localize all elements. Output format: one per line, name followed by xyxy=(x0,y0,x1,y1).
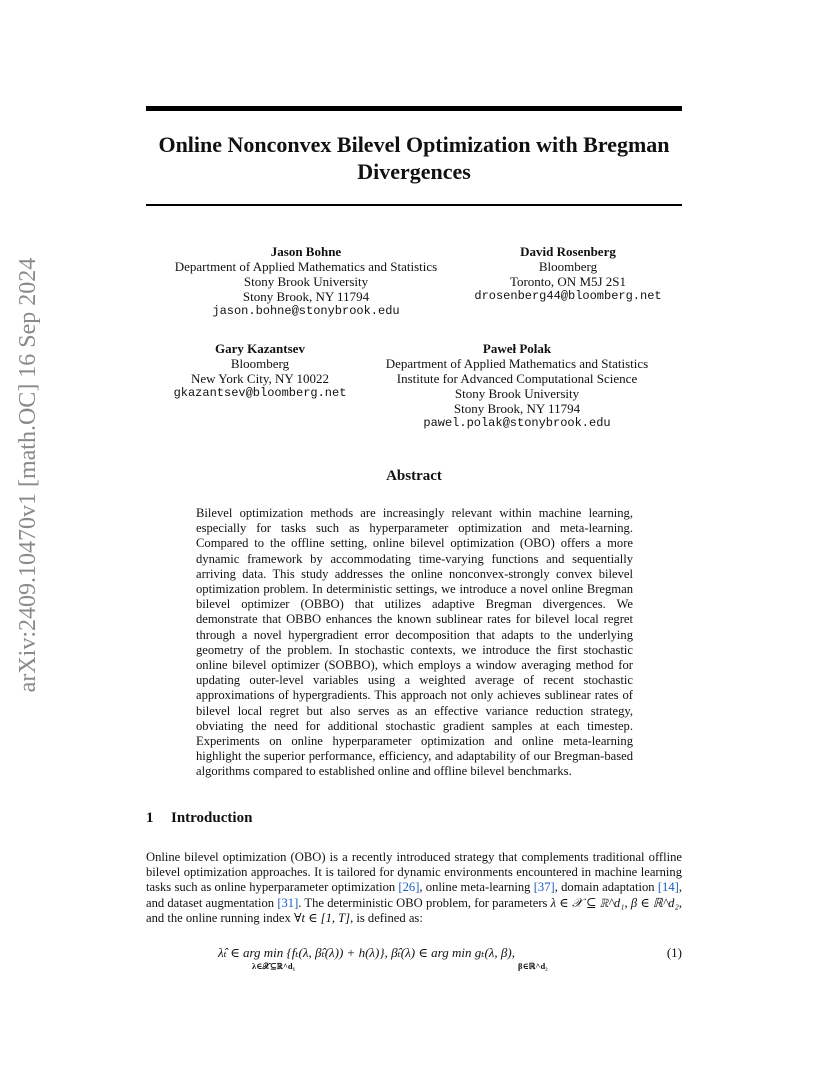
author-email: gkazantsev@bloomberg.net xyxy=(173,386,347,400)
inline-math: ∀t ∈ [1, T] xyxy=(293,910,351,925)
intro-text: , is defined as: xyxy=(350,910,423,925)
intro-text: , domain adaptation xyxy=(554,880,658,895)
title-line-2: Divergences xyxy=(357,159,471,184)
author-address: Toronto, ON M5J 2S1 xyxy=(509,274,627,289)
abstract-text: Bilevel optimization methods are increasingly relevant within machine learning, especially for tasks such as hyperparameter optimization and meta-learning. Compared to the offline setting, online bilevel optimization (OBO) offers a more dynamic framework by accommodating time-varying functions and sequentially arriving data. This study addresses the online nonconvex-strongly convex bilevel optimization problem. In deterministic settings, we introduce a novel online Bregman bilevel optimizer (OBBO) that utilizes adaptive Bregman divergences. We demonstrate that OBBO enhances the known sublinear rates for bilevel local regret through a novel hypergradient error decomposition that adapts to the underlying geometry of the problem. In stochastic contexts, we introduce the first stochastic online bilevel optimizer (SOBBO), which employs a window averaging method for updating outer-level variables using a weighted average of recent stochastic approximations of hypergradients. This approach not only achieves sublinear rates of bilevel local regret but also serves as an effective variance reduction strategy, obviating the need for additional stochastic gradient samples at each timestep. Experiments on online hyperparameter optimization and online meta-learning highlight the superior performance, efficiency, and adaptability of our Bregman-based algorithms compared to established online and offline bilevel benchmarks. xyxy=(196,506,633,779)
author-block-3 xyxy=(160,341,360,401)
author-address: Stony Brook, NY 11794 xyxy=(242,289,370,304)
author-block-2 xyxy=(458,244,678,304)
title-line-1: Online Nonconvex Bilevel Optimization with Bregman xyxy=(158,132,670,157)
abstract-heading: Abstract xyxy=(386,468,442,484)
intro-paragraph xyxy=(146,850,682,926)
author-address: Stony Brook, NY 11794 xyxy=(453,401,581,416)
author-affiliation: Institute for Advanced Computational Science xyxy=(396,371,638,386)
arxiv-identifier: arXiv:2409.10470v1 [math.OC] 16 Sep 2024 xyxy=(15,257,41,693)
author-email: jason.bohne@stonybrook.edu xyxy=(212,304,400,318)
citation-link[interactable]: [26] xyxy=(398,880,420,895)
author-affiliation: Bloomberg xyxy=(538,259,598,274)
author-name: Paweł Polak xyxy=(482,341,552,356)
citation-link[interactable]: [37] xyxy=(533,880,555,895)
author-affiliation: Stony Brook University xyxy=(243,274,369,289)
intro-text: , and the online running index xyxy=(146,895,683,925)
author-name: Jason Bohne xyxy=(270,244,342,259)
author-block-4 xyxy=(362,341,672,431)
author-email: pawel.polak@stonybrook.edu xyxy=(423,416,611,430)
citation-link[interactable]: [31] xyxy=(277,895,299,910)
equation-subscript: λ∈𝒳⊆ℝ^d₁ xyxy=(252,961,296,971)
equation-subscript: β∈ℝ^d₂ xyxy=(518,961,548,971)
citation-link[interactable]: [14] xyxy=(657,880,679,895)
author-name: David Rosenberg xyxy=(520,244,616,259)
inline-math: λ ∈ 𝒳 ⊆ ℝ^d₁, β ∈ ℝ^d₂ xyxy=(550,895,679,910)
intro-text: . The deterministic OBO problem, for parameters xyxy=(298,895,551,910)
section-number: 1 xyxy=(146,810,154,826)
author-block-1 xyxy=(150,244,462,319)
author-affiliation: Stony Brook University xyxy=(454,386,580,401)
section-title: Introduction xyxy=(171,810,253,826)
paper-title xyxy=(120,131,708,185)
equation-number: (1) xyxy=(666,945,682,960)
author-address: New York City, NY 10022 xyxy=(190,371,330,386)
section-heading xyxy=(146,810,252,827)
author-affiliation: Department of Applied Mathematics and Statistics xyxy=(385,356,649,371)
author-affiliation: Department of Applied Mathematics and Statistics xyxy=(174,259,438,274)
top-rule xyxy=(146,106,682,111)
intro-text: Online bilevel optimization (OBO) is a recently introduced strategy that complements traditional offline bilevel optimization approaches. It is tailored for dynamic environments encountered in machine learning tasks such as online hyperparameter optimization xyxy=(146,850,682,895)
equation-1 xyxy=(146,941,682,981)
intro-text: , and dataset augmentation xyxy=(146,880,682,910)
author-name: Gary Kazantsev xyxy=(215,341,305,356)
author-affiliation: Bloomberg xyxy=(230,356,290,371)
equation-body: λ̂ₜ ∈ arg min {fₜ(λ, β̂ₜ(λ)) + h(λ)}, β̂ₜ(λ) ∈ arg min gₜ(λ, β), xyxy=(218,945,515,960)
title-bottom-rule xyxy=(146,204,682,206)
intro-text: , online meta-learning xyxy=(419,880,534,895)
author-email: drosenberg44@bloomberg.net xyxy=(474,289,662,303)
